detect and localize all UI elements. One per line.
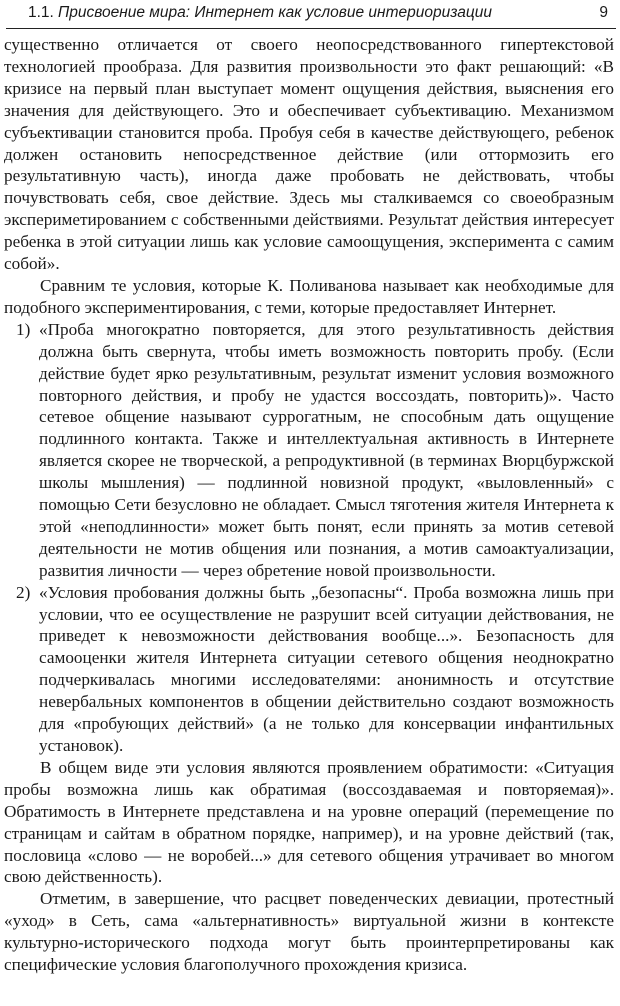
running-head <box>6 0 616 29</box>
paragraph-continued: существенно отличается от своего неопосредствованного гипертекстовой технологией прообраза. Для развития произвольности это факт решающий: «В кризисе на первый план выступает момент ощущения действия, выяснения его значения для действующего. Это и обеспечивает субъективацию. Механизмом субъективации становится проба. Пробуя себя в качестве действующего, ребенок должен остановить непосредственное действие (или оттормозить его результативную часть), иногда даже пробовать не действовать, чтобы почувствовать себя, свое действие. Здесь мы сталкиваемся со своеобразным экспериметированием с собственными действиями. Результат действия интересует ребенка в этой ситуации лишь как условие самоощущения, эксперимента с самим собой». <box>4 35 614 274</box>
list-item-number: 2) <box>16 582 31 602</box>
list-item-text: «Условия пробования должны быть „безопасны“. Проба возможна лишь при условии, что ее осуществление не разрушит всей ситуации действования, не приведет к невозможности действования вообще...». Безопасность для самооценки жителя Интернета ситуации сетевого общения неоднократно подчеркивалась многими исследователями: анонимность и отсутствие невербальных компонентов в общении действительно создают возможность для «пробующих действий» (а не только для консервации инфантильных установок). <box>39 582 614 755</box>
section-title: Присвоение мира: Интернет как условие интериоризации <box>58 4 492 21</box>
page-number: 9 <box>599 4 608 21</box>
section-number: 1.1. <box>28 4 54 21</box>
paragraph: Отметим, в завершение, что расцвет поведенческих девиации, протестный «уход» в Сеть, сама «альтернативность» виртуальной жизни в контексте культурно-исторического подхода могут быть проинтерпретированы как специфические условия благополучного прохождения кризиса. <box>4 889 614 975</box>
paragraph: Сравним те условия, которые К. Поливанова называет как необходимые для подобного экспериментирования, с теми, которые предоставляет Интернет. <box>4 275 614 317</box>
paragraph: В общем виде эти условия являются проявлением обратимости: «Ситуация пробы возможна лишь как обратимая (воссоздаваемая и повторяемая)». Обратимость в Интернете представлена и на уровне операций (перемещение по страницам и сайтам в обратном порядке, например), и на уровне действий (так, пословица «слово — не воробей...» для сетевого общения утрачивает во многом свою действенность). <box>4 757 614 887</box>
list-item-text: «Проба многократно повторяется, для этого результативность действия должна быть свернута, чтобы иметь возможность повторить пробу. (Если действие будет ярко результативным, результат изменит условия возможного повторного действия, и пробу не удастся воссоздать, повторить)». Часто сетевое общение называют суррогатным, не способным дать ощущение подлинного контакта. Также и интеллектуальная активность в Интернете является скорее не творческой, а репродуктивной (в терминах Вюрцбуржской школы мышления) — подлинной новизной продукт, «выловленный» с помощью Сети безусловно не обладает. Смысл тяготения жителя Интернета к этой «неподлинности» может быть понят, если принять за мотив сетевой деятельности не мотив общения или познания, а мотив самоактуализации, развития личности — через обретение новой произвольности. <box>39 319 614 580</box>
page-body <box>4 34 614 976</box>
list-item <box>4 319 614 582</box>
list-item-number: 1) <box>16 319 31 339</box>
list-item <box>4 582 614 757</box>
